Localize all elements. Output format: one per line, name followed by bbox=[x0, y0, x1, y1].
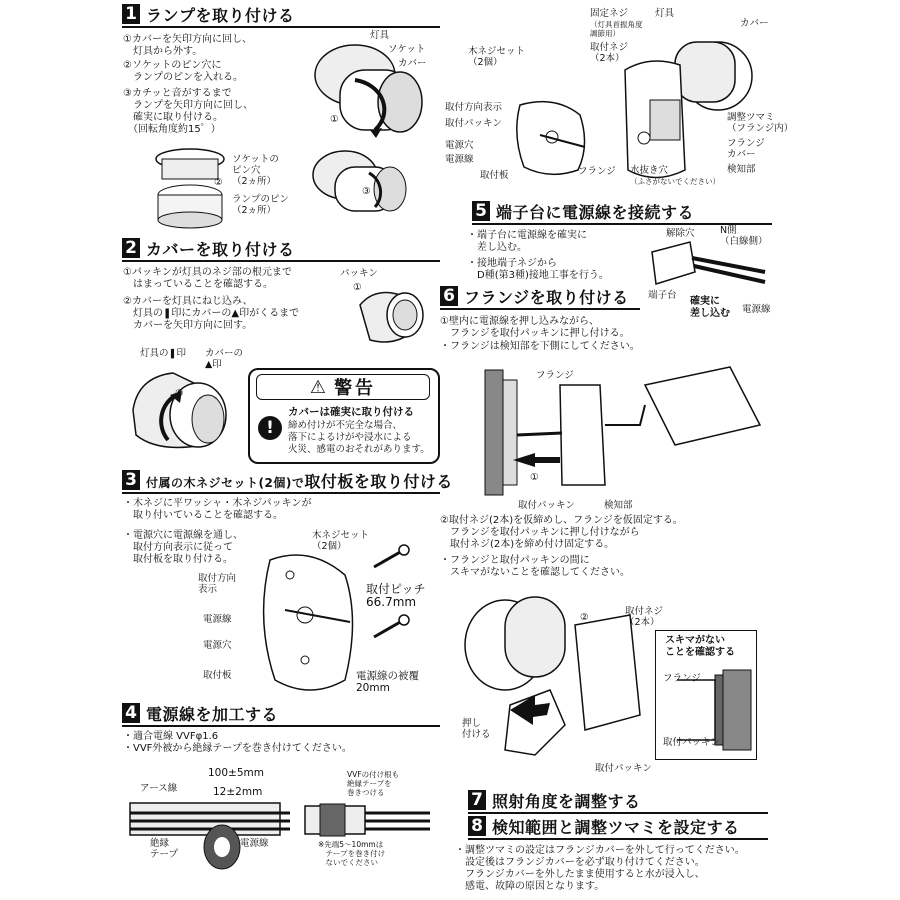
label-lamp-mark: 灯具の❚印 bbox=[140, 348, 186, 359]
warning-box bbox=[248, 368, 440, 464]
section-number: 1 bbox=[122, 4, 140, 24]
warning-title: 警告 bbox=[334, 378, 377, 399]
divider bbox=[122, 260, 440, 262]
step-text: ・調整ツマミの設定はフランジカバーを外して行ってください。 設定後はフランジカバーを必ず取り付けてください。 フランジカバーを外したまま使用すると水が浸入し、 感電、故障の原因となります。 bbox=[455, 845, 745, 892]
section-5-header bbox=[472, 200, 694, 222]
label-hole: 電源穴 bbox=[445, 140, 474, 151]
label-flange-cover: フランジ カバー bbox=[727, 138, 765, 160]
step-text: ・木ネジに平ワッシャ・木ネジパッキンが 取り付いていることを確認する。 bbox=[123, 498, 312, 521]
label-plate: 取付板 bbox=[203, 670, 232, 681]
label-no-gap: スキマがない ことを確認する bbox=[665, 635, 735, 658]
divider bbox=[468, 838, 768, 840]
label-drain: 水抜き穴 bbox=[630, 165, 669, 176]
label-screw-set: 木ネジセット （2個） bbox=[468, 46, 526, 68]
section-6-header bbox=[440, 285, 629, 307]
label-packing: 取付パッキン bbox=[445, 118, 502, 129]
warning-title-bar bbox=[256, 374, 430, 400]
label-direction: 取付方向 表示 bbox=[198, 573, 237, 595]
step-text: ・端子台に電源線を確実に 差し込む。 bbox=[467, 230, 587, 253]
section-title: ランプを取り付ける bbox=[146, 5, 295, 25]
callout-1: ① bbox=[330, 114, 339, 125]
wood-screw-icon bbox=[372, 615, 412, 640]
step-text: ・適合電線 VVFφ1.6 bbox=[123, 731, 219, 742]
callout-3: ③ bbox=[362, 186, 371, 197]
step-text: ・フランジは検知部を下側にしてください。 bbox=[440, 341, 640, 352]
label-sensor: 検知部 bbox=[604, 500, 633, 511]
divider bbox=[122, 725, 440, 727]
label-fix-note: （灯具首振角度 調節用） bbox=[590, 20, 643, 38]
dimension-100mm: 100±5mm bbox=[208, 767, 264, 779]
section-1-header bbox=[122, 3, 295, 25]
section-title: 取付板を取り付ける bbox=[304, 471, 453, 491]
label-packing: パッキン bbox=[340, 268, 378, 279]
callout-2: ② bbox=[214, 177, 223, 188]
label-packing: 取付パッキン bbox=[518, 500, 575, 511]
section-title: カバーを取り付ける bbox=[146, 239, 295, 259]
label-packing: 取付パッキン bbox=[663, 737, 720, 748]
mounting-plate-illustration bbox=[250, 540, 370, 705]
terminal-block-illustration bbox=[650, 240, 770, 290]
label-earth: アース線 bbox=[140, 783, 178, 794]
warning-body: 締め付けが不完全な場合、 落下によるけがや浸水による 火災、感電のおそれがあります。 bbox=[288, 420, 430, 455]
label-push: 押し 付ける bbox=[462, 718, 491, 740]
label-wire: 電源線 bbox=[240, 838, 269, 849]
label-lamp: 灯具 bbox=[370, 30, 390, 41]
callout-2: ② bbox=[175, 388, 184, 399]
label-n-side: N側 （白線側） bbox=[720, 225, 768, 247]
section-number: 8 bbox=[468, 816, 486, 836]
step-text: ・VVF外被から絶縁テープを巻き付けてください。 bbox=[123, 743, 352, 754]
step-text: ②ソケットのピン穴に ランプのピンを入れる。 bbox=[123, 60, 243, 83]
warning-triangle-icon: ⚠ bbox=[309, 376, 327, 398]
step-text: ①カバーを矢印方向に回し、 灯具から外す。 bbox=[123, 34, 252, 57]
label-terminal: 端子台 bbox=[648, 290, 677, 301]
label-tape: 絶縁 テープ bbox=[150, 838, 179, 860]
section-title: 照射角度を調整する bbox=[492, 791, 641, 811]
section-title: 端子台に電源線を接続する bbox=[496, 202, 695, 222]
section-number: 5 bbox=[472, 201, 490, 221]
label-pin-hole: ソケットの ピン穴 （2ヵ所） bbox=[232, 154, 279, 187]
section-number: 2 bbox=[122, 238, 140, 258]
label-plate: 取付板 bbox=[480, 170, 509, 181]
flange-wall-illustration bbox=[480, 365, 780, 500]
exclamation-icon: ! bbox=[258, 416, 282, 440]
label-lamp-pin: ランプのピン （2ヵ所） bbox=[232, 194, 290, 216]
section-7-header bbox=[468, 789, 641, 811]
label-insert: 確実に 差し込む bbox=[690, 296, 730, 319]
lamp-turn-illustration bbox=[305, 145, 435, 220]
packing-illustration bbox=[355, 285, 435, 355]
step-text: ・接地端子ネジから D種(第3種)接地工事を行う。 bbox=[467, 258, 609, 281]
section-3-header bbox=[122, 469, 453, 491]
callout-1: ① bbox=[530, 472, 539, 483]
sheath-dimension: 電源線の被覆 20mm bbox=[356, 670, 419, 694]
label-screws: 取付ネジ （2本） bbox=[625, 606, 664, 628]
label-flange: フランジ bbox=[536, 370, 574, 381]
label-vvf-root: VVFの付け根も 絶縁テープを 巻きつける bbox=[347, 770, 400, 797]
label-packing: 取付パッキン bbox=[595, 763, 652, 774]
step-text: ②カバーを灯具にねじ込み、 灯具の❚印にカバーの▲印がくるまで カバーを矢印方向に回す。 bbox=[123, 296, 300, 331]
label-knob: 調整ツマミ （フランジ内） bbox=[727, 112, 794, 134]
section-8-header bbox=[468, 815, 740, 837]
step-text: ③カチッと音がするまで ランプを矢印方向に回し、 確実に取り付ける。 （回転角度約15゜） bbox=[123, 88, 253, 135]
divider bbox=[122, 26, 440, 28]
pitch-dimension: 取付ピッチ 66.7mm bbox=[366, 582, 426, 609]
section-4-header bbox=[122, 702, 278, 724]
section-title: フランジを取り付ける bbox=[464, 287, 629, 307]
section-number: 6 bbox=[440, 286, 458, 306]
label-release: 解除穴 bbox=[666, 228, 695, 239]
label-cover-mark: カバーの ▲印 bbox=[205, 348, 244, 370]
step-text: ・電源穴に電源線を通し、 取付方向表示に従って 取付板を取り付ける。 bbox=[123, 530, 243, 565]
step-text: ②取付ネジ(2本)を仮締めし、フランジを仮固定する。 フランジを取付パッキンに押し付けながら 取付ネジ(2本)を締め付け固定する。 bbox=[440, 515, 683, 550]
label-cover: カバー bbox=[740, 18, 769, 29]
taped-cable-illustration bbox=[305, 800, 435, 840]
wood-screw-icon bbox=[372, 545, 412, 570]
section-number: 3 bbox=[122, 470, 140, 490]
label-mount-screw: 取付ネジ （2本） bbox=[590, 42, 629, 64]
section-2-header bbox=[122, 237, 295, 259]
label-lamp: 灯具 bbox=[655, 8, 675, 19]
dimension-12mm: 12±2mm bbox=[213, 786, 263, 798]
label-drain-note: （ふさがないでください） bbox=[630, 177, 720, 186]
label-cover: カバー bbox=[398, 58, 427, 69]
label-socket: ソケット bbox=[388, 44, 426, 55]
label-wire: 電源線 bbox=[203, 614, 232, 625]
callout-2: ② bbox=[580, 612, 589, 623]
label-wire: 電源線 bbox=[445, 154, 474, 165]
section-title: 電源線を加工する bbox=[146, 704, 279, 724]
section-title-prefix: 付属の木ネジセット(2個)で bbox=[146, 475, 305, 490]
label-flange: フランジ bbox=[578, 166, 616, 177]
label-screw-set: 木ネジセット （2個） bbox=[312, 530, 370, 552]
step-text: ・フランジと取付パッキンの間に スキマがないことを確認してください。 bbox=[440, 555, 630, 578]
divider bbox=[122, 492, 440, 494]
cover-attach-illustration bbox=[128, 365, 238, 455]
section-title: 検知範囲と調整ツマミを設定する bbox=[492, 817, 740, 837]
step-text: ①壁内に電源線を押し込みながら、 フランジを取付パッキンに押し付ける。 bbox=[440, 316, 630, 339]
label-fix-screw: 固定ネジ bbox=[590, 8, 629, 19]
callout-1: ① bbox=[353, 282, 362, 293]
label-wire: 電源線 bbox=[742, 304, 771, 315]
label-tip-note: ※先端5～10mmは テープを巻き付け ないでください bbox=[318, 840, 386, 867]
warning-heading: カバーは確実に取り付ける bbox=[288, 406, 414, 418]
section-number: 4 bbox=[122, 703, 140, 723]
section-number: 7 bbox=[468, 790, 486, 810]
label-hole: 電源穴 bbox=[203, 640, 232, 651]
step-text: ①パッキンが灯具のネジ部の根元まで はまっていることを確認する。 bbox=[123, 267, 292, 290]
label-sensor: 検知部 bbox=[727, 164, 756, 175]
label-direction: 取付方向表示 bbox=[445, 102, 503, 113]
label-flange: フランジ bbox=[663, 673, 701, 684]
divider bbox=[440, 308, 640, 310]
